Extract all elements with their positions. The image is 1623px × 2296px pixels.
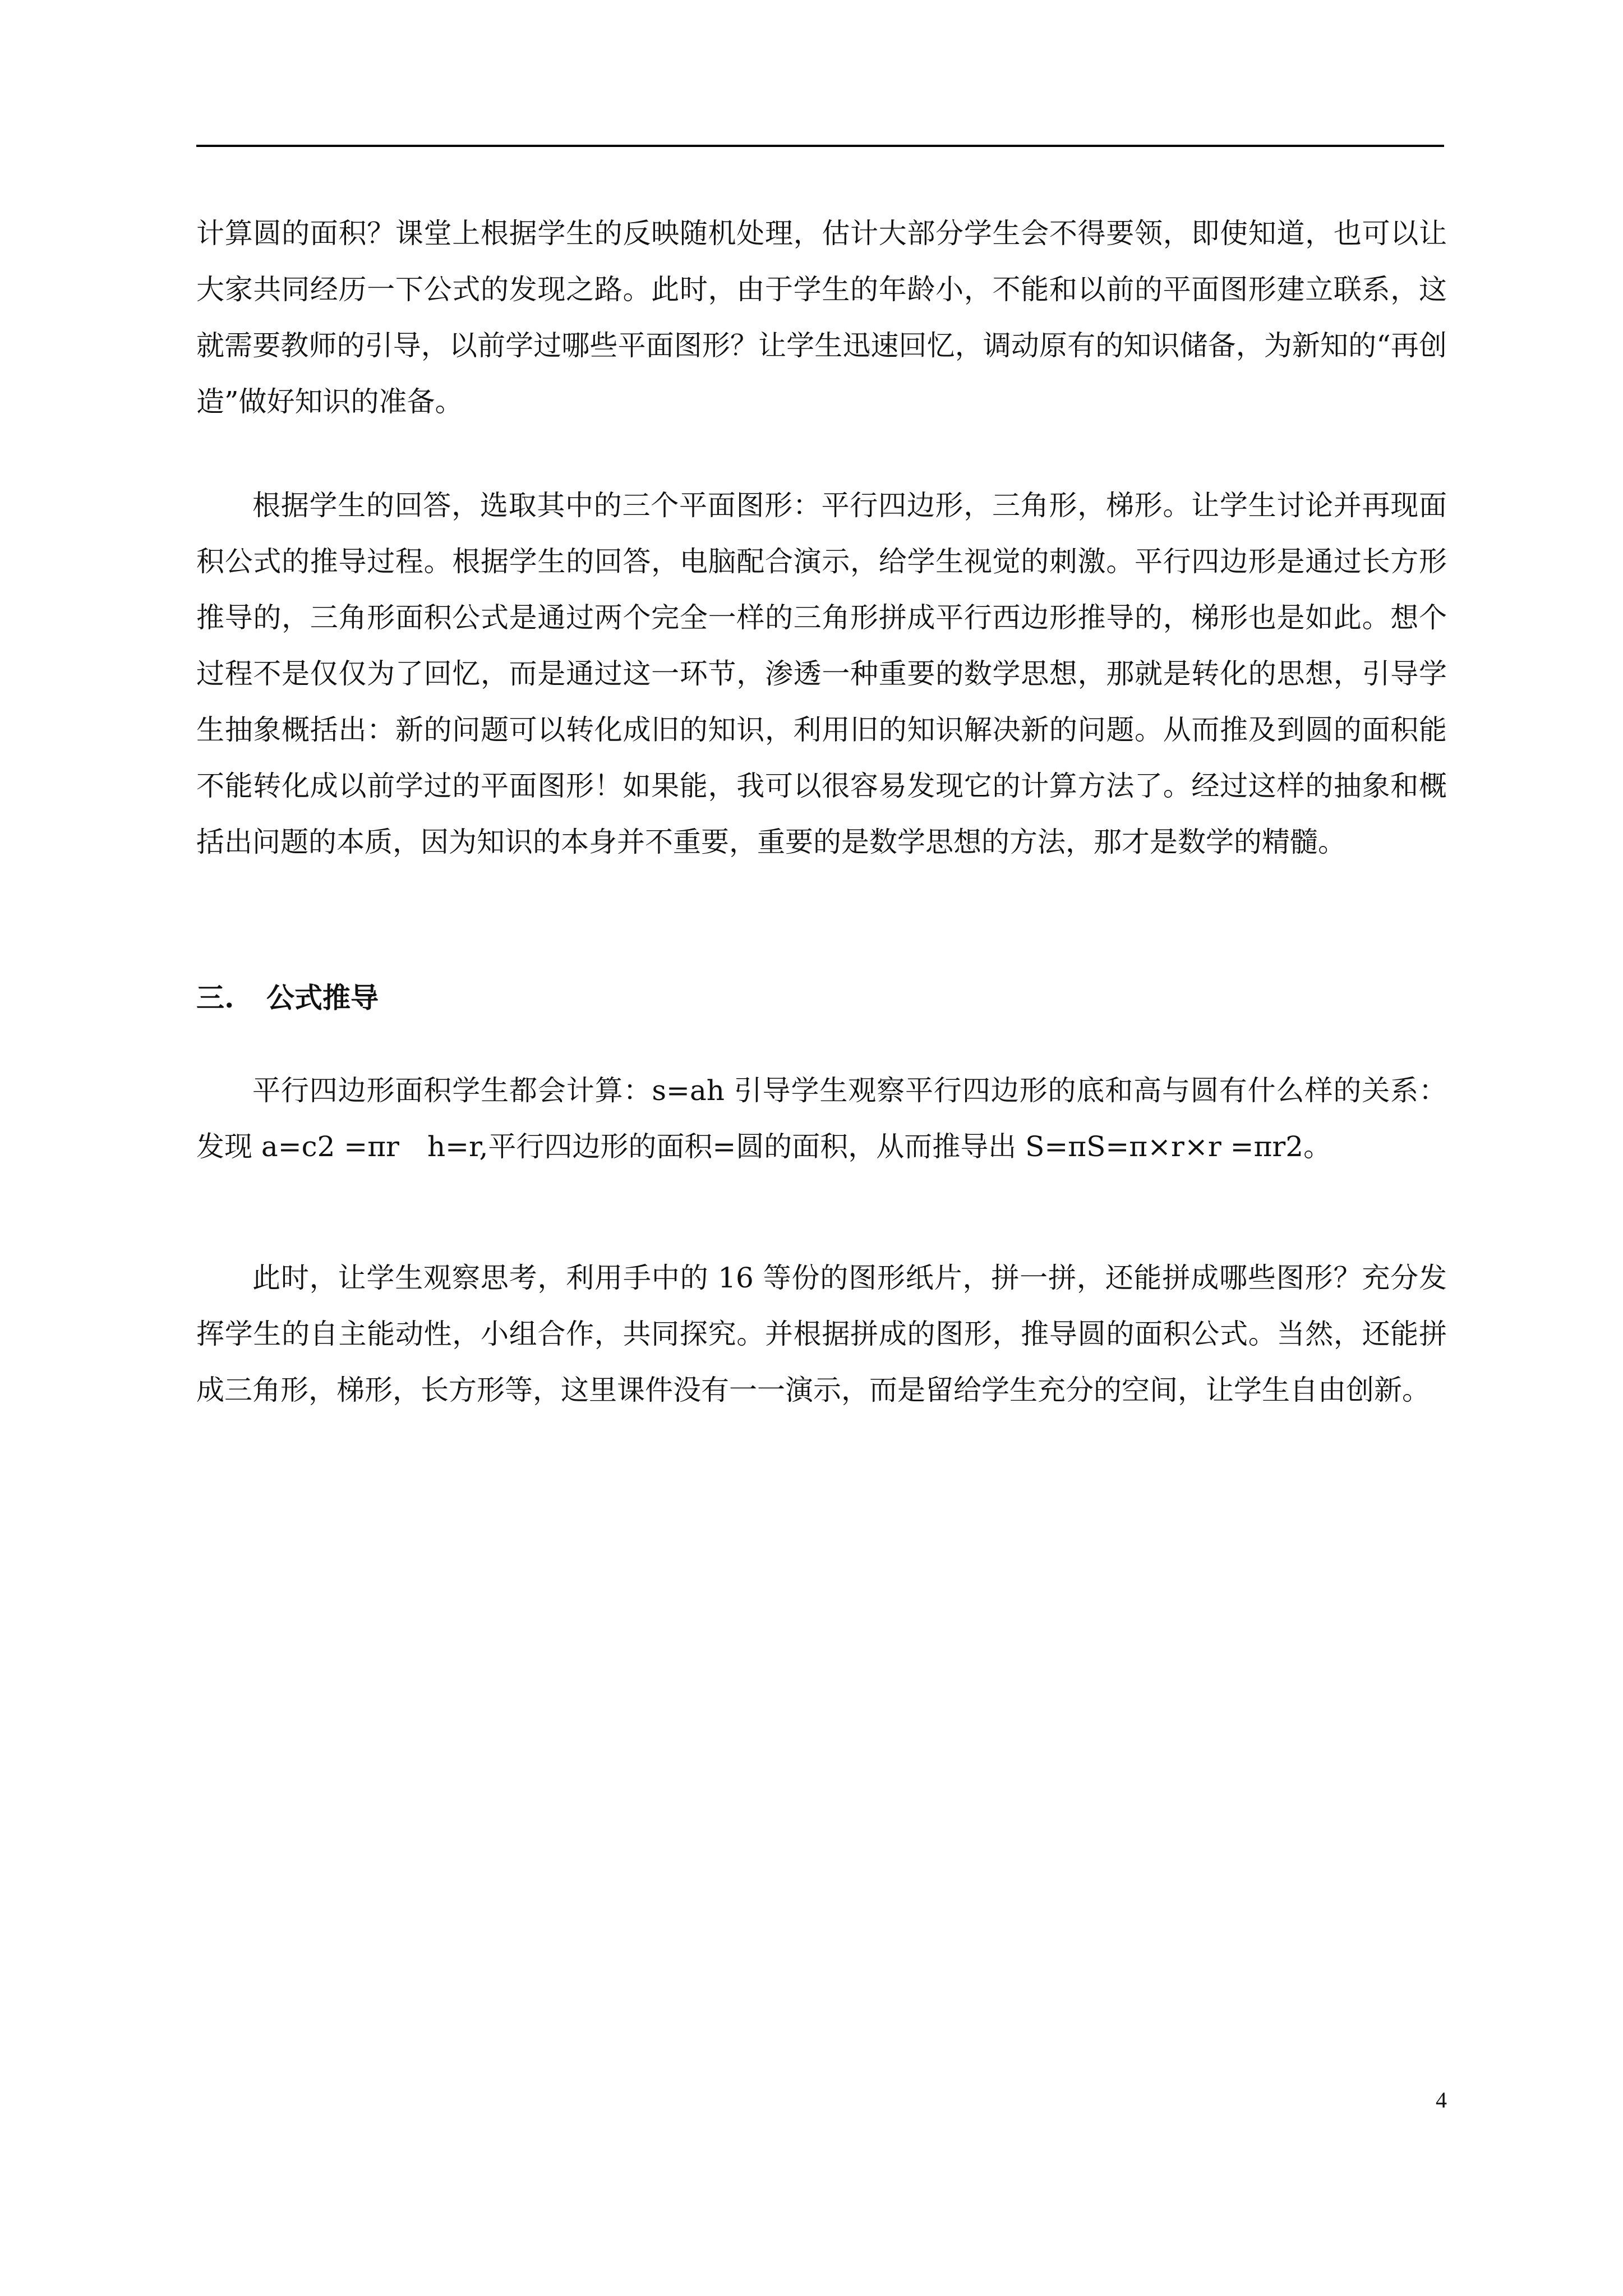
page-number: 4 [1436,2087,1447,2113]
paragraph-activity: 此时，让学生观察思考，利用手中的 16 等份的图形纸片，拼一拼，还能拼成哪些图形？充分发挥学生的自主能动性，小组合作，共同探究。并根据拼成的图形，推导圆的面积公式。当然，还能拼成三角形，梯形，长方形等，这里课件没有一一演示，而是留给学生充分的空间，让学生自由创新。 [196,1262,1447,1406]
section-heading [196,970,1447,1026]
section-title: 公式推导 [266,981,379,1014]
paragraph-review-formulas: 根据学生的回答，选取其中的三个平面图形：平行四边形，三角形，梯形。让学生讨论并再现面积公式的推导过程。根据学生的回答，电脑配合演示，给学生视觉的刺激。平行四边形是通过长方形推导的，三角形面积公式是通过两个完全一样的三角形拼成平行西边形推导的，梯形也是如此。想个过程不是仅仅为了回忆，而是通过这一环节，渗透一种重要的数学思想，那就是转化的思想，引导学生抽象概括出：新的问题可以转化成旧的知识，利用旧的知识解决新的问题。从而推及到圆的面积能不能转化成以前学过的平面图形！如果能，我可以很容易发现它的计算方法了。经过这样的抽象和概括出问题的本质，因为知识的本身并不重要，重要的是数学思想的方法，那才是数学的精髓。 [196,489,1447,858]
header-rule [196,145,1444,147]
section-number: 三. [196,981,234,1014]
paragraph-intro: 计算圆的面积？课堂上根据学生的反映随机处理，估计大部分学生会不得要领，即使知道，也可以让大家共同经历一下公式的发现之路。此时，由于学生的年龄小，不能和以前的平面图形建立联系，这就需要教师的引导，以前学过哪些平面图形？让学生迅速回忆，调动原有的知识储备，为新知的“再创造”做好知识的准备。 [196,217,1447,418]
paragraph-formula-derivation: 平行四边形面积学生都会计算：s=ah 引导学生观察平行四边形的底和高与圆有什么样的关系：发现 a=c2 =πr h=r,平行四边形的面积=圆的面积，从而推导出 S=πS=π×r×r =πr2。 [196,1074,1447,1163]
